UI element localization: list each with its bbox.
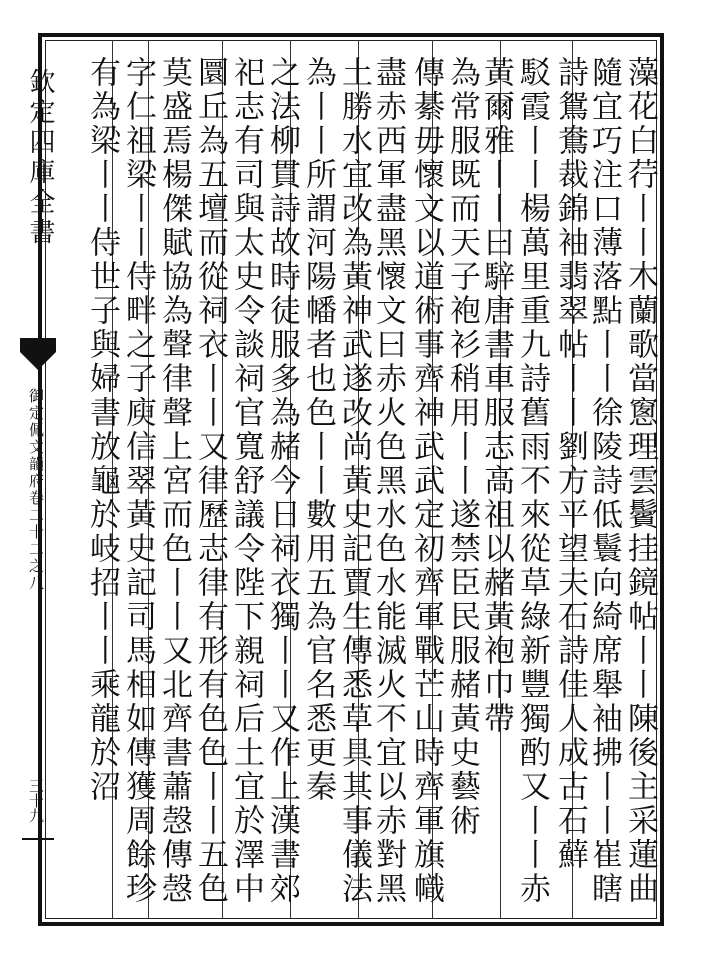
text-column-10: 為丨丨所謂河陽幡者也色丨丨數用五為官名悉更秦	[300, 56, 336, 804]
text-column-11: 之法柳貫詩故時徒服多為赭今日祠衣獨丨丨又作上漢書郊	[264, 56, 300, 906]
volume-title: 御定佩文韻府卷二十二之八	[27, 388, 45, 592]
text-column-12: 祀志有司與太史令談祠官寬舒議令陛下親祠后土宜於澤中	[228, 56, 264, 906]
text-column-16: 有為梁丨丨侍世子與婦書放龜於岐招丨丨乘龍於沼	[84, 56, 120, 804]
text-column-4: 駁霞丨丨楊萬里重九詩舊雨不來從草綠新豐獨酌又丨丨赤	[514, 56, 550, 906]
page-number-rule	[22, 838, 54, 840]
text-column-8: 盡赤西軍盡黑懷文曰赤火色黑水色水能滅火不宜以赤對黑	[370, 56, 406, 906]
fishtail-mark-icon	[20, 338, 56, 376]
text-column-2: 隨宜巧注口薄落點丨丨徐陵詩低鬟向綺席舉袖拂丨丨崔瞎	[586, 56, 622, 906]
page-number: 三十九	[27, 778, 45, 823]
text-column-9: 土勝水宜改為黃神武遂改尚黃史記賈生傳悉草具其事儀法	[336, 56, 372, 906]
text-column-1: 藻花白荇丨丨木蘭歌當窻理雲鬢挂鏡帖丨丨陳後主采蓮曲	[622, 56, 658, 906]
text-column-14: 莫盛焉楊傑賦協為聲律聲上宮而色丨丨又北齊書蕭愨傳愨	[156, 56, 192, 906]
text-column-7: 傳綦毋懷文以道術事齊神武武定初齊軍戰芒山時齊軍旗幟	[408, 56, 444, 906]
text-column-5: 黃爾雅丨丨曰騂唐書車服志高祖以赭黃袍巾帶	[478, 56, 514, 736]
book-title: 欽定四庫全書	[25, 68, 55, 248]
margin-column	[20, 48, 56, 908]
text-column-3: 詩鴛鴦裁錦袖翡翠帖丨丨劉方平望夫石詩佳人成古石蘚	[552, 56, 588, 872]
text-column-15: 字仁祖梁丨丨侍畔之子庾信翠黃史記司馬相如傳獲周餘珍	[120, 56, 156, 906]
text-column-6: 為常服既而天子袍衫稍用丨丨遂禁臣民服赭黃史藝術	[444, 56, 480, 838]
text-column-13: 圜丘為五壇而從祠衣丨丨又律歷志律有形有色色丨丨五色	[192, 56, 228, 906]
